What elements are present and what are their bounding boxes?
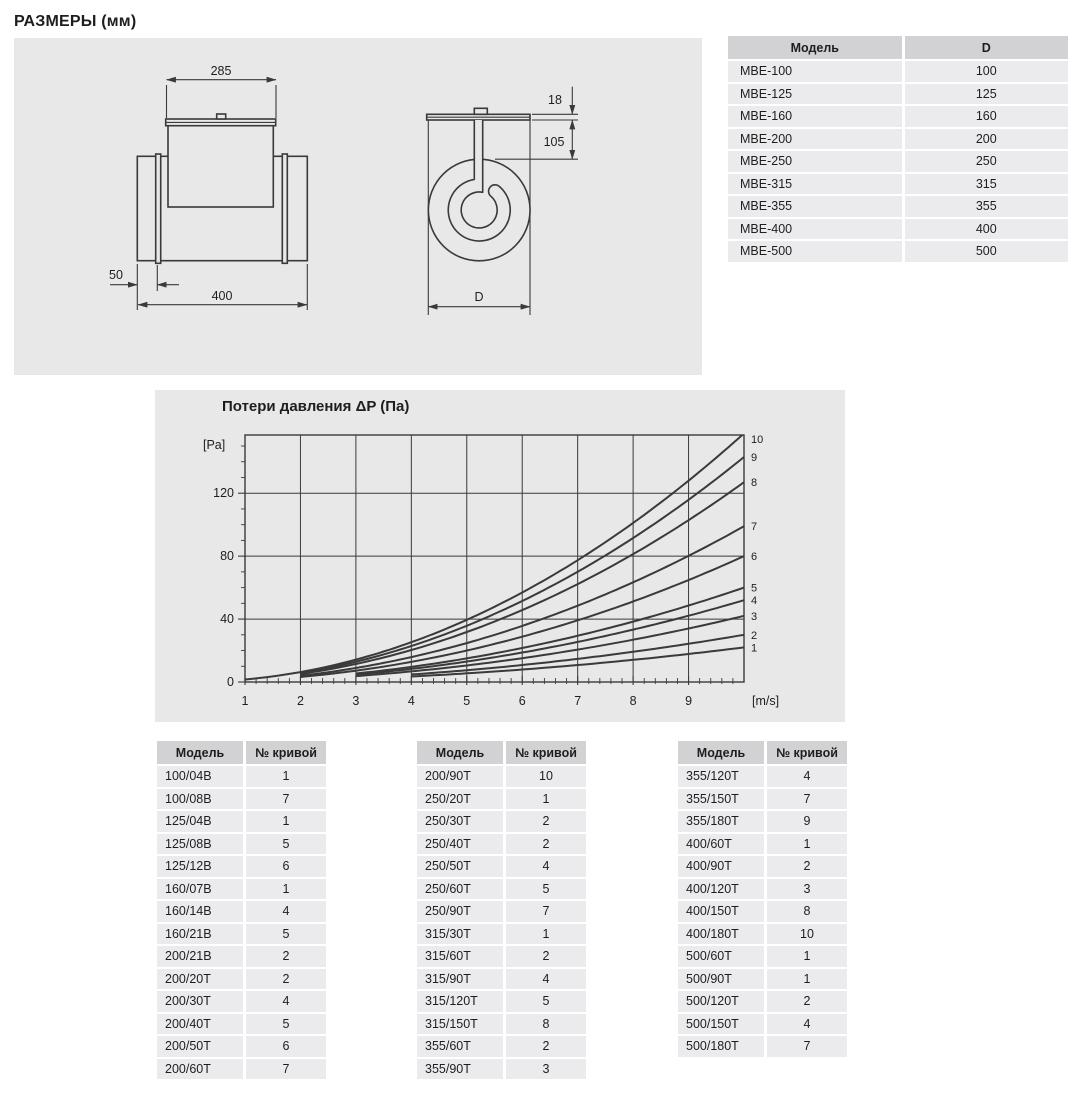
table-row bbox=[728, 61, 1068, 82]
model-cell: 315/90T bbox=[417, 969, 503, 990]
dimensions-table bbox=[725, 34, 1071, 264]
value-cell: 10 bbox=[767, 924, 847, 945]
model-cell: 315/120T bbox=[417, 991, 503, 1012]
dimensions-drawing-panel bbox=[14, 38, 702, 375]
value-cell: 6 bbox=[246, 1036, 326, 1057]
x-tick-label: 5 bbox=[463, 694, 471, 708]
model-cell: MBE-500 bbox=[728, 241, 902, 262]
model-cell: 125/12B bbox=[157, 856, 243, 877]
x-tick-label: 1 bbox=[241, 694, 249, 708]
value-cell: 8 bbox=[506, 1014, 586, 1035]
flange-left bbox=[156, 154, 161, 263]
model-cell: 400/120T bbox=[678, 879, 764, 900]
model-cell: MBE-355 bbox=[728, 196, 902, 217]
x-tick-label: 4 bbox=[407, 694, 415, 708]
value-cell: 9 bbox=[767, 811, 847, 832]
model-cell: 200/21B bbox=[157, 946, 243, 967]
column-header: Модель bbox=[678, 741, 764, 764]
table-row bbox=[157, 856, 326, 877]
model-cell: 125/08B bbox=[157, 834, 243, 855]
table-row bbox=[417, 924, 586, 945]
model-cell: 500/60T bbox=[678, 946, 764, 967]
value-cell: 1 bbox=[767, 834, 847, 855]
value-cell: 7 bbox=[767, 789, 847, 810]
curve-label: 5 bbox=[751, 582, 758, 595]
value-cell: 4 bbox=[506, 969, 586, 990]
column-header: № кривой bbox=[246, 741, 326, 764]
model-cell: MBE-125 bbox=[728, 84, 902, 105]
dim-label-diameter: D bbox=[474, 290, 484, 304]
value-cell: 5 bbox=[246, 1014, 326, 1035]
model-cell: 400/150T bbox=[678, 901, 764, 922]
table-row bbox=[157, 969, 326, 990]
table-row bbox=[417, 946, 586, 967]
value-cell: 7 bbox=[506, 901, 586, 922]
model-cell: 315/60T bbox=[417, 946, 503, 967]
model-cell: 355/150T bbox=[678, 789, 764, 810]
y-tick-label: 120 bbox=[213, 486, 234, 501]
dim-label-element-inset: 105 bbox=[543, 135, 565, 149]
value-cell: 4 bbox=[246, 901, 326, 922]
table-row bbox=[728, 151, 1068, 172]
table-row bbox=[157, 1014, 326, 1035]
model-cell: MBE-100 bbox=[728, 61, 902, 82]
model-cell: 250/20T bbox=[417, 789, 503, 810]
table-row bbox=[728, 219, 1068, 240]
table-row bbox=[678, 969, 847, 990]
value-cell: 5 bbox=[506, 879, 586, 900]
model-cell: MBE-200 bbox=[728, 129, 902, 150]
table-row bbox=[157, 1059, 326, 1080]
table-header-row bbox=[728, 36, 1068, 59]
table-row bbox=[157, 834, 326, 855]
value-cell: 2 bbox=[506, 1036, 586, 1057]
value-cell: 5 bbox=[506, 991, 586, 1012]
table-row bbox=[678, 901, 847, 922]
model-cell: 200/30T bbox=[157, 991, 243, 1012]
value-cell: 6 bbox=[246, 856, 326, 877]
model-cell: 200/50T bbox=[157, 1036, 243, 1057]
model-cell: 250/60T bbox=[417, 879, 503, 900]
value-cell: 500 bbox=[905, 241, 1068, 262]
model-cell: 160/21B bbox=[157, 924, 243, 945]
model-cell: 250/40T bbox=[417, 834, 503, 855]
table-row bbox=[728, 106, 1068, 127]
table-row bbox=[678, 856, 847, 877]
value-cell: 2 bbox=[506, 834, 586, 855]
dim-label-total-length: 400 bbox=[211, 289, 233, 303]
model-cell: 250/90T bbox=[417, 901, 503, 922]
x-tick-label: 9 bbox=[685, 694, 693, 708]
value-cell: 100 bbox=[905, 61, 1068, 82]
value-cell: 250 bbox=[905, 151, 1068, 172]
curve-table-3 bbox=[675, 739, 850, 1059]
model-cell: 200/20T bbox=[157, 969, 243, 990]
dimension-drawing bbox=[14, 38, 702, 375]
value-cell: 1 bbox=[246, 811, 326, 832]
curve-label: 10 bbox=[751, 434, 764, 446]
column-header: D bbox=[905, 36, 1068, 59]
value-cell: 5 bbox=[246, 924, 326, 945]
value-cell: 2 bbox=[246, 969, 326, 990]
value-cell: 400 bbox=[905, 219, 1068, 240]
value-cell: 1 bbox=[506, 924, 586, 945]
value-cell: 7 bbox=[246, 1059, 326, 1080]
terminal-box bbox=[168, 126, 273, 207]
value-cell: 3 bbox=[767, 879, 847, 900]
table-row bbox=[728, 196, 1068, 217]
value-cell: 1 bbox=[506, 789, 586, 810]
table-row bbox=[417, 834, 586, 855]
table-row bbox=[417, 789, 586, 810]
value-cell: 7 bbox=[246, 789, 326, 810]
value-cell: 4 bbox=[767, 766, 847, 787]
table-row bbox=[678, 879, 847, 900]
curve-label: 6 bbox=[751, 551, 758, 564]
plot-border bbox=[245, 435, 744, 682]
table-row bbox=[678, 811, 847, 832]
curve-label: 9 bbox=[751, 452, 758, 465]
table-row bbox=[728, 129, 1068, 150]
table-row bbox=[157, 924, 326, 945]
table-row bbox=[678, 946, 847, 967]
table-row bbox=[678, 924, 847, 945]
curve-table-2 bbox=[414, 739, 589, 1081]
column-header: № кривой bbox=[767, 741, 847, 764]
y-tick-label: 80 bbox=[220, 549, 234, 564]
model-cell: MBE-400 bbox=[728, 219, 902, 240]
value-cell: 5 bbox=[246, 834, 326, 855]
x-tick-label: 2 bbox=[296, 694, 304, 708]
column-header: Модель bbox=[728, 36, 902, 59]
model-cell: 160/14B bbox=[157, 901, 243, 922]
model-cell: 400/90T bbox=[678, 856, 764, 877]
x-axis-unit-label: [m/s] bbox=[752, 694, 780, 708]
model-cell: 500/150T bbox=[678, 1014, 764, 1035]
value-cell: 3 bbox=[506, 1059, 586, 1080]
model-cell: 315/150T bbox=[417, 1014, 503, 1035]
model-cell: 315/30T bbox=[417, 924, 503, 945]
model-cell: 500/120T bbox=[678, 991, 764, 1012]
value-cell: 8 bbox=[767, 901, 847, 922]
model-cell: 400/180T bbox=[678, 924, 764, 945]
table-row bbox=[157, 811, 326, 832]
value-cell: 2 bbox=[767, 991, 847, 1012]
curve-label: 3 bbox=[751, 610, 758, 623]
value-cell: 2 bbox=[767, 856, 847, 877]
dim-label-box-width: 285 bbox=[210, 64, 232, 78]
value-cell: 125 bbox=[905, 84, 1068, 105]
model-cell: 250/50T bbox=[417, 856, 503, 877]
value-cell: 1 bbox=[246, 766, 326, 787]
column-header: Модель bbox=[157, 741, 243, 764]
model-cell: MBE-250 bbox=[728, 151, 902, 172]
x-tick-label: 8 bbox=[629, 694, 637, 708]
curve-table-1 bbox=[154, 739, 329, 1081]
table-row bbox=[417, 901, 586, 922]
table-row bbox=[678, 766, 847, 787]
x-tick-label: 3 bbox=[352, 694, 360, 708]
x-tick-label: 7 bbox=[574, 694, 582, 708]
model-cell: 100/08B bbox=[157, 789, 243, 810]
table-row bbox=[728, 241, 1068, 262]
model-cell: MBE-315 bbox=[728, 174, 902, 195]
model-cell: MBE-160 bbox=[728, 106, 902, 127]
curve-label: 4 bbox=[751, 595, 758, 608]
table-row bbox=[678, 834, 847, 855]
table-row bbox=[157, 946, 326, 967]
table-row bbox=[157, 1036, 326, 1057]
table-row bbox=[417, 991, 586, 1012]
model-cell: 355/180T bbox=[678, 811, 764, 832]
column-header: № кривой bbox=[506, 741, 586, 764]
value-cell: 355 bbox=[905, 196, 1068, 217]
table-row bbox=[417, 1059, 586, 1080]
table-row bbox=[417, 969, 586, 990]
table-row bbox=[417, 879, 586, 900]
table-row bbox=[417, 1036, 586, 1057]
pressure-curve-4 bbox=[356, 600, 744, 674]
table-row bbox=[157, 879, 326, 900]
value-cell: 4 bbox=[767, 1014, 847, 1035]
value-cell: 1 bbox=[246, 879, 326, 900]
model-cell: 250/30T bbox=[417, 811, 503, 832]
curve-label: 2 bbox=[751, 629, 758, 642]
curve-label: 8 bbox=[751, 477, 758, 490]
model-cell: 200/60T bbox=[157, 1059, 243, 1080]
model-cell: 355/60T bbox=[417, 1036, 503, 1057]
table-row bbox=[157, 901, 326, 922]
pressure-loss-chart bbox=[155, 390, 845, 722]
column-header: Модель bbox=[417, 741, 503, 764]
model-cell: 100/04B bbox=[157, 766, 243, 787]
side-lid-knob bbox=[474, 108, 487, 114]
table-row bbox=[678, 789, 847, 810]
dim-label-flange-offset: 50 bbox=[109, 268, 123, 282]
y-tick-label: 40 bbox=[220, 612, 234, 627]
table-header-row bbox=[678, 741, 847, 764]
model-cell: 200/90T bbox=[417, 766, 503, 787]
value-cell: 1 bbox=[767, 969, 847, 990]
table-row bbox=[678, 1036, 847, 1057]
curve-label: 7 bbox=[751, 521, 758, 534]
lid-knob bbox=[217, 114, 226, 119]
value-cell: 7 bbox=[767, 1036, 847, 1057]
table-row bbox=[417, 811, 586, 832]
front-view bbox=[137, 114, 307, 263]
value-cell: 2 bbox=[506, 811, 586, 832]
model-cell: 355/90T bbox=[417, 1059, 503, 1080]
table-row bbox=[157, 991, 326, 1012]
table-row bbox=[678, 991, 847, 1012]
table-header-row bbox=[157, 741, 326, 764]
pressure-chart-panel bbox=[155, 390, 845, 722]
table-row bbox=[157, 789, 326, 810]
model-cell: 500/180T bbox=[678, 1036, 764, 1057]
y-tick-label: 0 bbox=[227, 675, 234, 689]
table-row bbox=[157, 766, 326, 787]
dim-label-lid-height: 18 bbox=[548, 93, 562, 107]
chart-title: Потери давления ΔP (Па) bbox=[222, 398, 410, 415]
page-title: РАЗМЕРЫ (мм) bbox=[14, 12, 137, 30]
table-row bbox=[417, 856, 586, 877]
model-cell: 160/07B bbox=[157, 879, 243, 900]
y-axis-unit-label: [Pa] bbox=[203, 438, 226, 452]
value-cell: 200 bbox=[905, 129, 1068, 150]
curve-label: 1 bbox=[751, 642, 758, 655]
model-cell: 200/40T bbox=[157, 1014, 243, 1035]
table-row bbox=[728, 174, 1068, 195]
model-cell: 355/120T bbox=[678, 766, 764, 787]
table-row bbox=[728, 84, 1068, 105]
value-cell: 4 bbox=[506, 856, 586, 877]
value-cell: 4 bbox=[246, 991, 326, 1012]
table-row bbox=[417, 1014, 586, 1035]
value-cell: 1 bbox=[767, 946, 847, 967]
value-cell: 315 bbox=[905, 174, 1068, 195]
model-cell: 400/60T bbox=[678, 834, 764, 855]
table-row bbox=[417, 766, 586, 787]
table-row bbox=[678, 1014, 847, 1035]
table-header-row bbox=[417, 741, 586, 764]
model-cell: 500/90T bbox=[678, 969, 764, 990]
model-cell: 125/04B bbox=[157, 811, 243, 832]
value-cell: 10 bbox=[506, 766, 586, 787]
value-cell: 2 bbox=[246, 946, 326, 967]
side-view bbox=[427, 108, 530, 315]
x-tick-label: 6 bbox=[518, 694, 526, 708]
value-cell: 2 bbox=[506, 946, 586, 967]
value-cell: 160 bbox=[905, 106, 1068, 127]
flange-right bbox=[282, 154, 287, 263]
